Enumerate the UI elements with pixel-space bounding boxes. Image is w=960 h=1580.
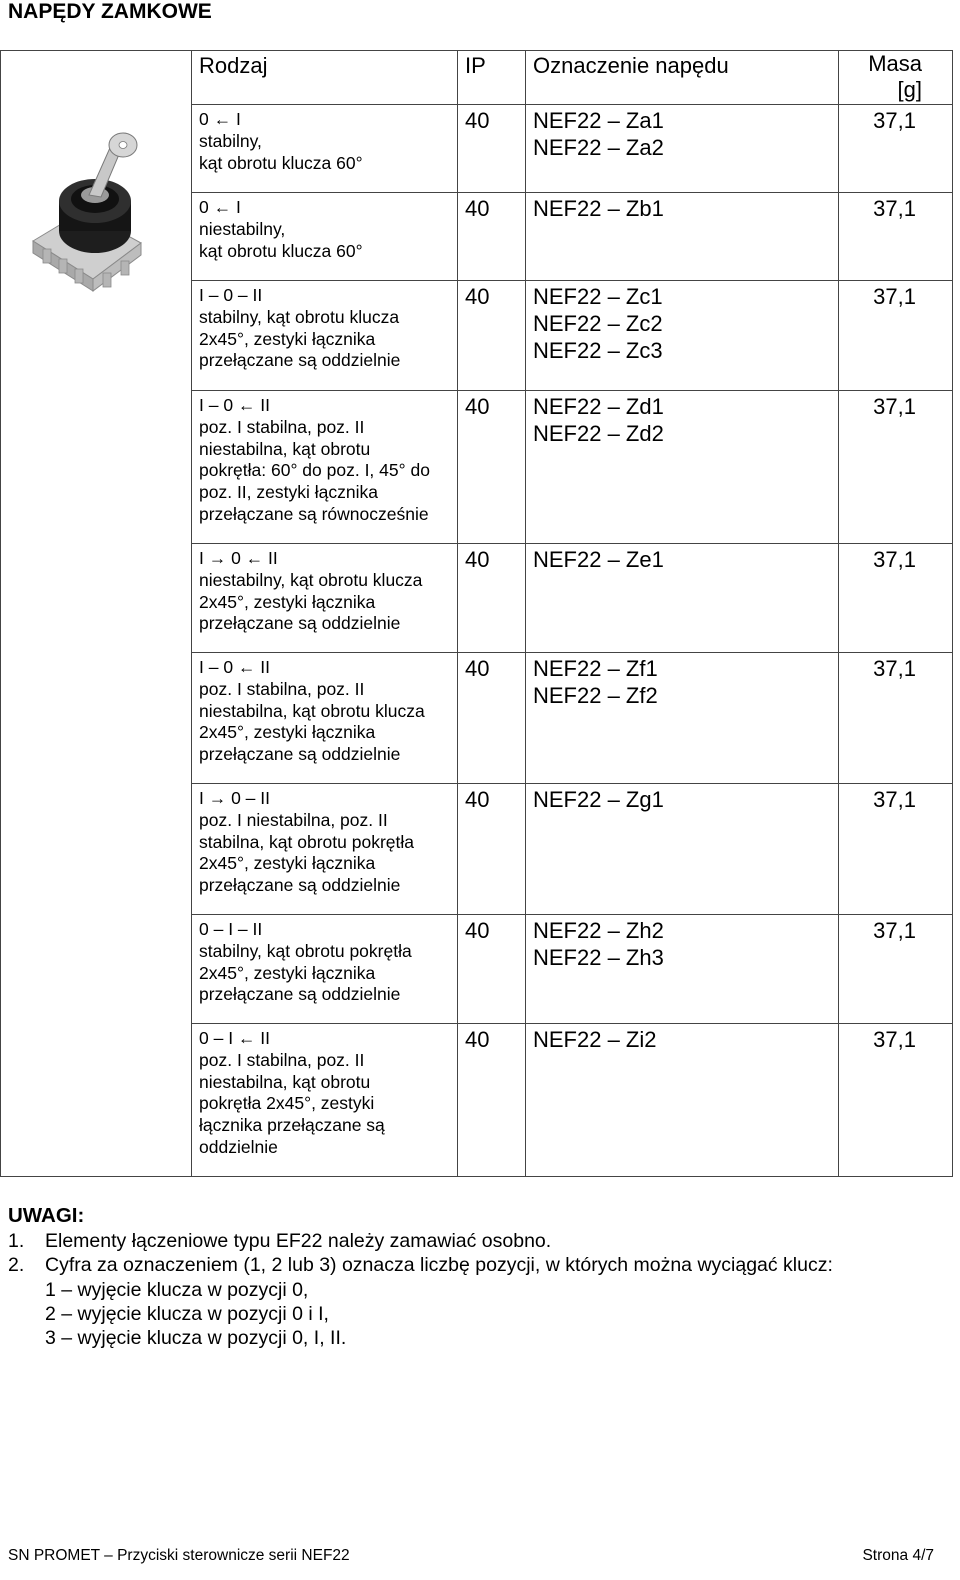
mass-cell: 37,1 xyxy=(839,784,953,915)
note-number: 1. xyxy=(8,1230,25,1253)
designation-cell xyxy=(526,653,839,784)
header-mass xyxy=(839,51,953,105)
ip-cell: 40 xyxy=(458,281,526,391)
designation-cell xyxy=(526,391,839,544)
type-line: stabilny, kąt obrotu klucza xyxy=(199,306,400,327)
type-line: poz. II, zestyki łącznika xyxy=(199,482,378,503)
designation-line: NEF22 – Zd2 xyxy=(533,421,664,446)
mass-cell: 37,1 xyxy=(839,544,953,653)
ip-cell: 40 xyxy=(458,544,526,653)
mass-cell: 37,1 xyxy=(839,653,953,784)
note-sub-item: 3 – wyjęcie klucza w pozycji 0, I, II. xyxy=(45,1327,347,1350)
type-line: kąt obrotu klucza 60° xyxy=(199,240,363,261)
designation-line: NEF22 – Za2 xyxy=(533,135,664,160)
notes-title: UWAGI: xyxy=(8,1204,85,1227)
type-line: 0 ← I xyxy=(199,197,241,217)
designation-line: NEF22 – Zh3 xyxy=(533,945,664,970)
ip-cell: 40 xyxy=(458,105,526,193)
designation-cell xyxy=(526,784,839,915)
designation-line: NEF22 – Zd1 xyxy=(533,394,664,419)
actuator-table xyxy=(0,50,953,1177)
type-line: I – 0 – II xyxy=(199,285,263,305)
ip-cell: 40 xyxy=(458,1024,526,1177)
type-line: niestabilna, kąt obrotu klucza xyxy=(199,700,425,721)
designation-cell xyxy=(526,281,839,391)
note-number: 2. xyxy=(8,1254,25,1277)
note-item xyxy=(8,1253,833,1277)
mass-cell: 37,1 xyxy=(839,391,953,544)
type-line: pokrętła 2x45°, zestyki xyxy=(199,1093,375,1114)
table-header-row xyxy=(1,51,953,105)
footer-page-number: Strona 4/7 xyxy=(862,1547,934,1564)
header-mass-unit: [g] xyxy=(897,77,922,102)
type-line: I → 0 – II xyxy=(199,788,270,808)
type-line: niestabilna, kąt obrotu xyxy=(199,438,371,459)
designation-line: NEF22 – Zg1 xyxy=(533,787,664,812)
type-cell xyxy=(192,784,458,915)
designation-line: NEF22 – Ze1 xyxy=(533,547,664,572)
type-cell xyxy=(192,544,458,653)
designation-cell xyxy=(526,105,839,193)
type-cell xyxy=(192,1024,458,1177)
type-line: oddzielnie xyxy=(199,1136,278,1157)
type-line: łącznika przełączane są xyxy=(199,1115,385,1136)
designation-line: NEF22 – Zf2 xyxy=(533,683,658,708)
note-text: Cyfra za oznaczeniem (1, 2 lub 3) oznacza liczbę pozycji, w których można wyciągać klucz: xyxy=(45,1254,833,1277)
note-text: Elementy łączeniowe typu EF22 należy zamawiać osobno. xyxy=(45,1230,552,1253)
designation-cell xyxy=(526,193,839,281)
type-line: I – 0 ← II xyxy=(199,395,270,415)
footer-left: SN PROMET – Przyciski sterownicze serii NEF22 xyxy=(8,1547,350,1564)
type-line: przełączane są oddzielnie xyxy=(199,875,401,896)
type-cell xyxy=(192,653,458,784)
type-line: przełączane są oddzielnie xyxy=(199,350,401,371)
type-line: przełączane są oddzielnie xyxy=(199,613,401,634)
type-line: przełączane są równocześnie xyxy=(199,503,429,524)
ip-cell: 40 xyxy=(458,391,526,544)
page-title: NAPĘDY ZAMKOWE xyxy=(8,0,212,23)
note-sub-item: 2 – wyjęcie klucza w pozycji 0 i I, xyxy=(45,1302,329,1325)
type-line: stabilny, xyxy=(199,130,262,151)
designation-line: NEF22 – Zi2 xyxy=(533,1027,657,1052)
designation-line: NEF22 – Zh2 xyxy=(533,918,664,943)
type-line: 2x45°, zestyki łącznika xyxy=(199,591,376,612)
designation-line: NEF22 – Zc1 xyxy=(533,284,663,309)
type-cell xyxy=(192,193,458,281)
type-line: I → 0 ← II xyxy=(199,548,278,568)
type-line: poz. I stabilna, poz. II xyxy=(199,1049,365,1070)
type-line: niestabilny, xyxy=(199,218,286,239)
type-line: 0 – I ← II xyxy=(199,1028,270,1048)
mass-cell: 37,1 xyxy=(839,105,953,193)
designation-cell xyxy=(526,544,839,653)
type-cell xyxy=(192,915,458,1024)
type-line: poz. I niestabilna, poz. II xyxy=(199,809,388,830)
type-cell xyxy=(192,105,458,193)
type-line: niestabilny, kąt obrotu klucza xyxy=(199,569,423,590)
type-line: niestabilna, kąt obrotu xyxy=(199,1071,371,1092)
type-line: 2x45°, zestyki łącznika xyxy=(199,722,376,743)
type-line: stabilny, kąt obrotu pokrętła xyxy=(199,940,412,961)
type-line: 2x45°, zestyki łącznika xyxy=(199,962,376,983)
designation-line: NEF22 – Zf1 xyxy=(533,656,658,681)
ip-cell: 40 xyxy=(458,193,526,281)
type-line: I – 0 ← II xyxy=(199,657,270,677)
designation-line: NEF22 – Zc2 xyxy=(533,311,663,336)
type-line: pokrętła: 60° do poz. I, 45° do xyxy=(199,460,430,481)
type-line: poz. I stabilna, poz. II xyxy=(199,416,365,437)
designation-cell xyxy=(526,915,839,1024)
designation-cell xyxy=(526,1024,839,1177)
header-ip: IP xyxy=(458,51,526,105)
header-designation: Oznaczenie napędu xyxy=(526,51,839,105)
type-line: stabilna, kąt obrotu pokrętła xyxy=(199,831,414,852)
mass-cell: 37,1 xyxy=(839,915,953,1024)
type-line: 2x45°, zestyki łącznika xyxy=(199,328,376,349)
ip-cell: 40 xyxy=(458,915,526,1024)
type-line: 0 – I – II xyxy=(199,919,263,939)
type-line: kąt obrotu klucza 60° xyxy=(199,152,363,173)
mass-cell: 37,1 xyxy=(839,1024,953,1177)
type-line: 0 ← I xyxy=(199,109,241,129)
type-line: 2x45°, zestyki łącznika xyxy=(199,853,376,874)
type-line: poz. I stabilna, poz. II xyxy=(199,678,365,699)
header-type: Rodzaj xyxy=(192,51,458,105)
product-image-cell xyxy=(1,51,192,1177)
type-line: przełączane są oddzielnie xyxy=(199,984,401,1005)
note-item xyxy=(8,1229,833,1253)
mass-cell: 37,1 xyxy=(839,193,953,281)
header-mass-label: Masa xyxy=(868,51,922,76)
type-line: przełączane są oddzielnie xyxy=(199,744,401,765)
designation-line: NEF22 – Zb1 xyxy=(533,196,664,221)
type-cell xyxy=(192,281,458,391)
mass-cell: 37,1 xyxy=(839,281,953,391)
designation-line: NEF22 – Za1 xyxy=(533,108,664,133)
type-cell xyxy=(192,391,458,544)
designation-line: NEF22 – Zc3 xyxy=(533,338,663,363)
ip-cell: 40 xyxy=(458,653,526,784)
notes-section xyxy=(8,1204,833,1350)
note-sub-item: 1 – wyjęcie klucza w pozycji 0, xyxy=(45,1278,309,1301)
key-switch-actuator-icon xyxy=(23,131,153,301)
ip-cell: 40 xyxy=(458,784,526,915)
